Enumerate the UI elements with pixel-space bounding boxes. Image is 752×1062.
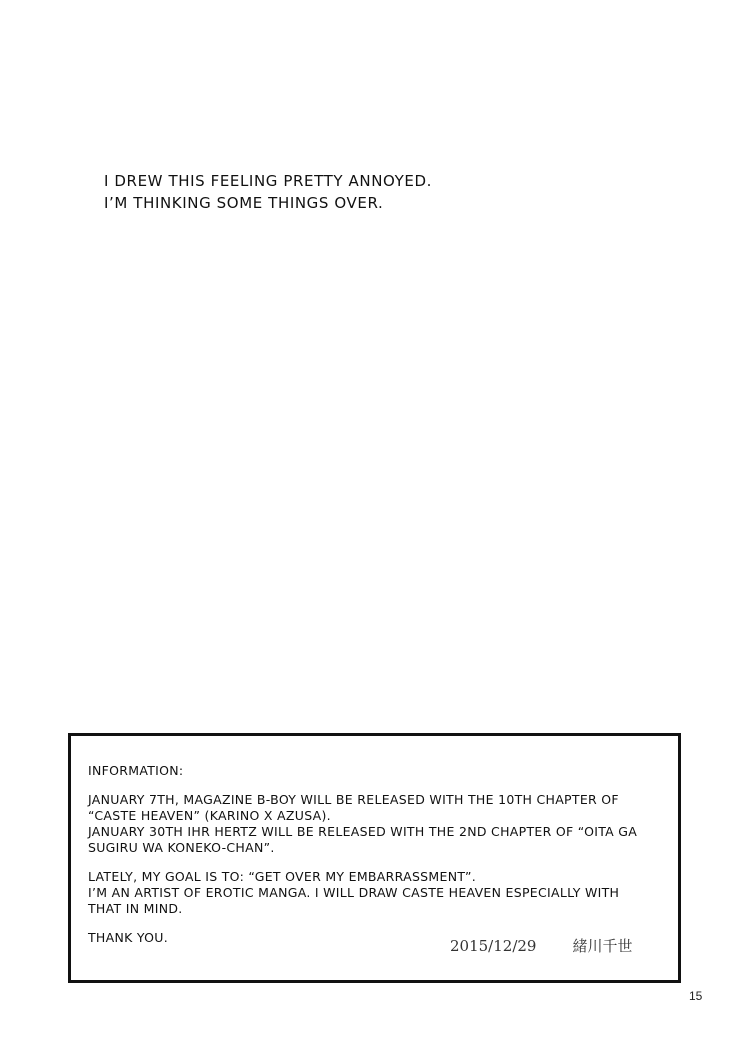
release-line-2: “CASTE HEAVEN” (KARINO X AZUSA). xyxy=(88,808,331,823)
signature-date: 2015/12/29 xyxy=(450,937,537,955)
information-box xyxy=(68,733,681,983)
release-paragraph xyxy=(88,792,673,856)
intro-text xyxy=(104,170,604,214)
information-content xyxy=(88,763,673,959)
signature xyxy=(450,935,632,956)
intro-line-2: I’M THINKING SOME THINGS OVER. xyxy=(104,194,384,212)
goal-line-2: I’M AN ARTIST OF EROTIC MANGA. I WILL DRAW CASTE HEAVEN ESPECIALLY WITH xyxy=(88,885,620,900)
page-number: 15 xyxy=(689,989,703,1003)
signature-author: 緒川千世 xyxy=(572,937,633,955)
release-line-1: JANUARY 7TH, MAGAZINE B-BOY WILL BE RELEASED WITH THE 10TH CHAPTER OF xyxy=(88,792,619,807)
intro-line-1: I DREW THIS FEELING PRETTY ANNOYED. xyxy=(104,172,432,190)
release-line-4: SUGIRU WA KONEKO-CHAN”. xyxy=(88,840,275,855)
goal-line-3: THAT IN MIND. xyxy=(88,901,183,916)
information-heading: INFORMATION: xyxy=(88,763,184,778)
goal-paragraph xyxy=(88,869,673,917)
goal-line-1: LATELY, MY GOAL IS TO: “GET OVER MY EMBARRASSMENT”. xyxy=(88,869,477,884)
thanks-text: THANK YOU. xyxy=(88,930,169,945)
release-line-3: JANUARY 30TH IHR HERTZ WILL BE RELEASED WITH THE 2ND CHAPTER OF “OITA GA xyxy=(88,824,638,839)
